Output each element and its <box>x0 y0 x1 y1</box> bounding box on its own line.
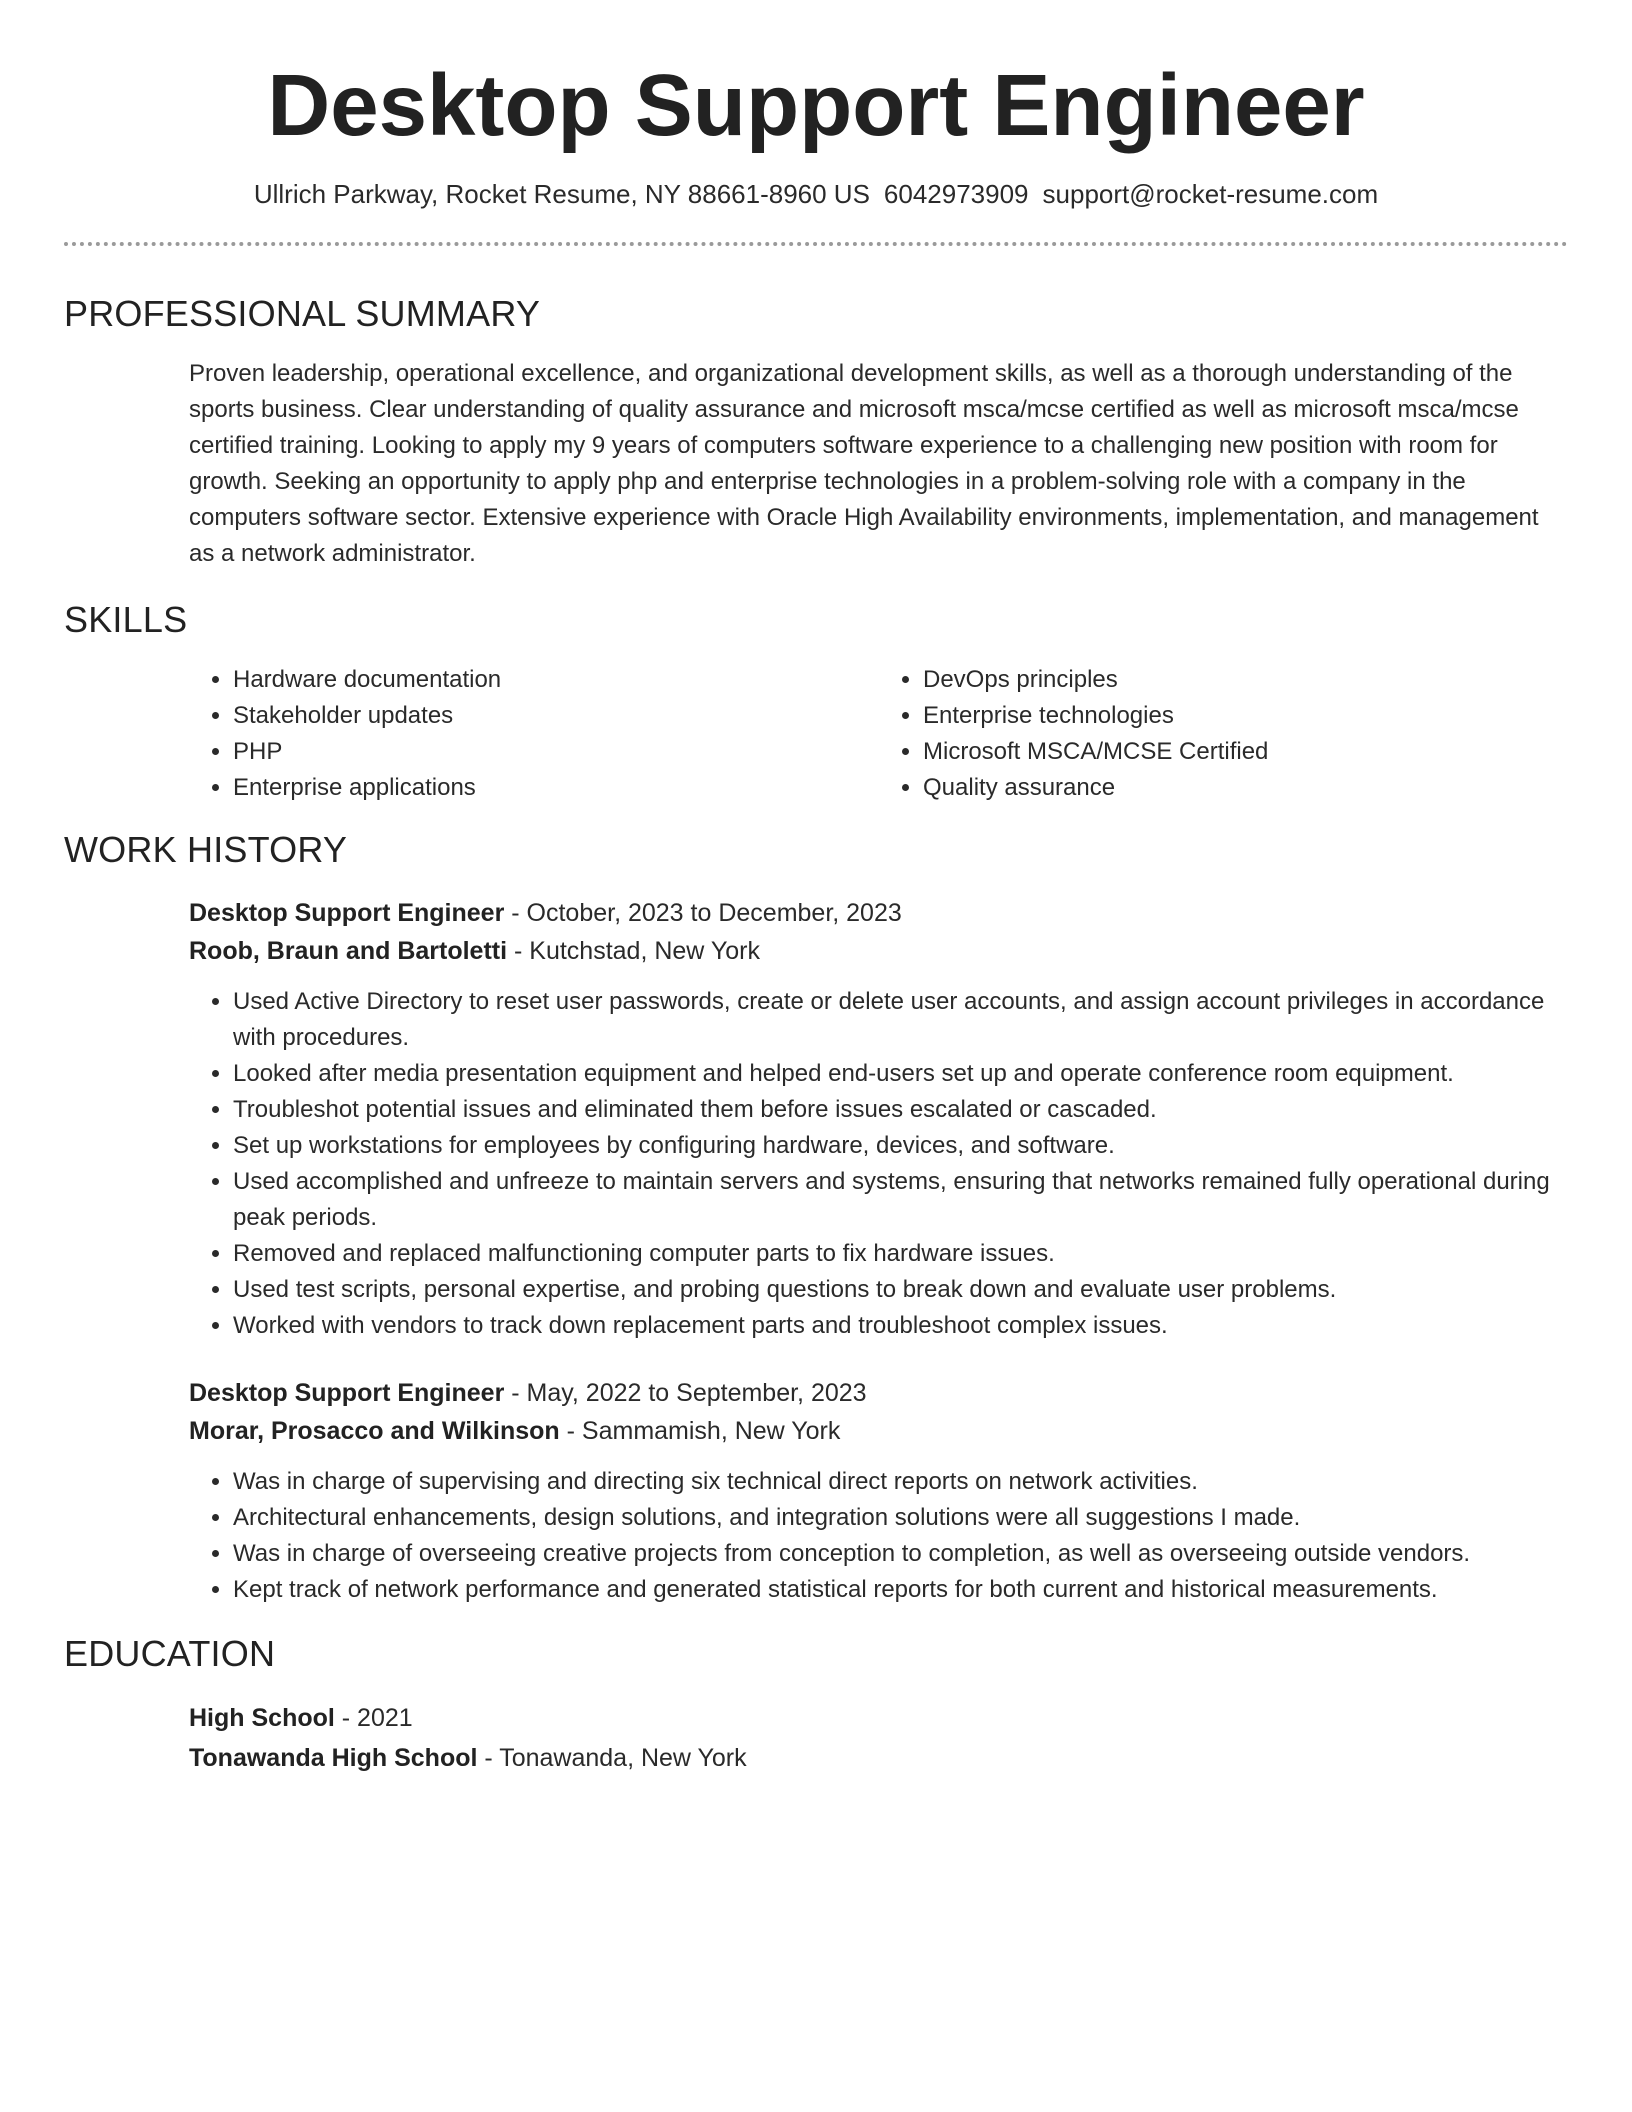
job-dates: - October, 2023 to December, 2023 <box>504 899 902 927</box>
job-company: Roob, Braun and Bartoletti <box>189 937 508 965</box>
summary-text: Proven leadership, operational excellence, and organizational development skills, as well as a thorough understanding of the sports business. Clear understanding of quality assurance and microsoft msca/mcse certified as well as microsoft msca/mcse certified training. Looking to apply my 9 years of computers software experience to a challenging new position with room for growth. Seeking an opportunity to apply php and enterprise technologies in a problem-solving role with a company in the computers software sector. Extensive experience with Oracle High Availability environments, implementation, and management as a network administrator. <box>189 360 1539 567</box>
work-history-heading: WORK HISTORY <box>64 829 348 870</box>
job-entry <box>189 894 1569 1344</box>
job-bullet: • Set up workstations for employees by configuring hardware, devices, and software. <box>233 1128 1569 1164</box>
contact-address: Ullrich Parkway, Rocket Resume, NY 88661-8960 US <box>253 179 870 209</box>
job-dates: - May, 2022 to September, 2023 <box>504 1379 867 1407</box>
education-heading: EDUCATION <box>64 1633 276 1674</box>
skill-item: • Enterprise applications <box>233 770 879 806</box>
job-bullets <box>189 984 1569 1344</box>
skill-item: • Microsoft MSCA/MCSE Certified <box>923 734 1569 770</box>
skills-heading: SKILLS <box>64 599 188 640</box>
skills-list <box>189 662 1569 806</box>
education-location: - Tonawanda, New York <box>477 1744 747 1772</box>
contact-line <box>64 178 1568 210</box>
skills-column-left <box>189 662 879 806</box>
skill-item: • Stakeholder updates <box>233 698 879 734</box>
education-entry <box>189 1698 1569 1778</box>
skill-item: • Enterprise technologies <box>923 698 1569 734</box>
resume-title: Desktop Support Engineer <box>267 57 1365 154</box>
job-bullet: • Was in charge of overseeing creative projects from conception to completion, as well as overseeing outside vendors. <box>233 1536 1569 1572</box>
job-bullets <box>189 1464 1569 1608</box>
job-bullet: • Troubleshot potential issues and eliminated them before issues escalated or cascaded. <box>233 1092 1569 1128</box>
job-bullet: • Used accomplished and unfreeze to maintain servers and systems, ensuring that networks remained fully operational during peak periods. <box>233 1164 1569 1236</box>
education-school-line <box>189 1738 1569 1778</box>
resume-page <box>64 0 1568 1778</box>
job-title-line <box>189 894 1569 932</box>
job-bullet: • Kept track of network performance and generated statistical reports for both current and historical measurements. <box>233 1572 1569 1608</box>
job-title-line <box>189 1374 1569 1412</box>
job-company-line <box>189 932 1569 970</box>
contact-email: support@rocket-resume.com <box>1042 179 1379 209</box>
job-bullet: • Looked after media presentation equipment and helped end-users set up and operate conference room equipment. <box>233 1056 1569 1092</box>
job-role: Desktop Support Engineer <box>189 899 505 927</box>
job-bullet: • Was in charge of supervising and directing six technical direct reports on network activities. <box>233 1464 1569 1500</box>
header-divider <box>64 242 1568 246</box>
summary-heading: PROFESSIONAL SUMMARY <box>64 293 541 334</box>
education-year: - 2021 <box>334 1704 413 1732</box>
skills-column-right <box>879 662 1569 806</box>
job-company: Morar, Prosacco and Wilkinson <box>189 1417 560 1445</box>
skill-item: • DevOps principles <box>923 662 1569 698</box>
skill-item: • Hardware documentation <box>233 662 879 698</box>
job-bullet: • Removed and replaced malfunctioning computer parts to fix hardware issues. <box>233 1236 1569 1272</box>
job-role: Desktop Support Engineer <box>189 1379 505 1407</box>
job-entry <box>189 1374 1569 1608</box>
education-school: Tonawanda High School <box>189 1744 478 1772</box>
job-bullet: • Architectural enhancements, design solutions, and integration solutions were all suggestions I made. <box>233 1500 1569 1536</box>
job-bullet: • Used test scripts, personal expertise, and probing questions to break down and evaluate user problems. <box>233 1272 1569 1308</box>
job-location: - Kutchstad, New York <box>507 937 760 965</box>
job-location: - Sammamish, New York <box>559 1417 841 1445</box>
job-company-line <box>189 1412 1569 1450</box>
job-bullet: • Used Active Directory to reset user passwords, create or delete user accounts, and assign account privileges in accordance with procedures. <box>233 984 1569 1056</box>
job-bullet: • Worked with vendors to track down replacement parts and troubleshoot complex issues. <box>233 1308 1569 1344</box>
education-degree-line <box>189 1698 1569 1738</box>
skill-item: • PHP <box>233 734 879 770</box>
education-degree: High School <box>189 1704 335 1732</box>
contact-phone: 6042973909 <box>883 179 1029 209</box>
skill-item: • Quality assurance <box>923 770 1569 806</box>
